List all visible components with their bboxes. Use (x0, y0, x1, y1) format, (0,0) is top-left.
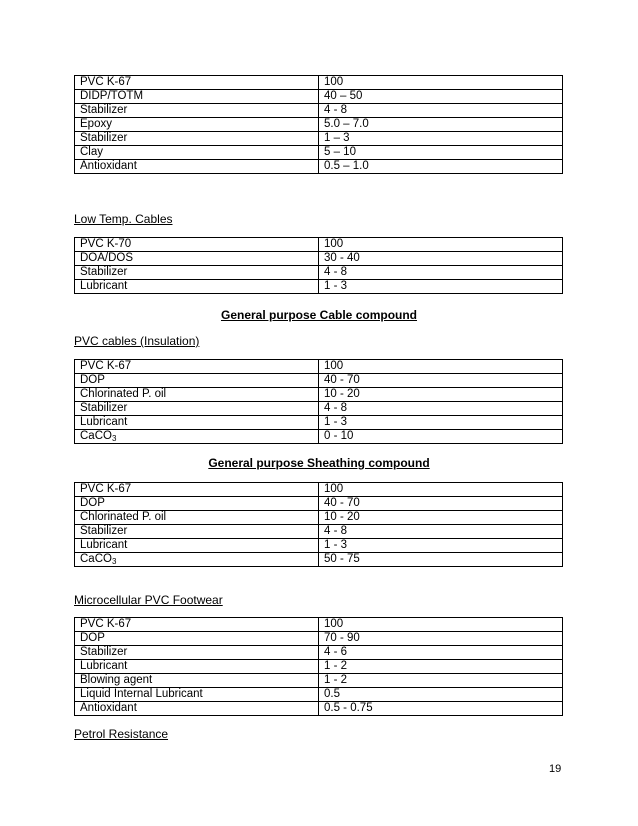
formulation-table-footwear (74, 617, 563, 716)
amount-cell: 1 - 2 (319, 660, 563, 674)
table-row (75, 266, 563, 280)
ingredient-cell: Antioxidant (75, 160, 319, 174)
table-row (75, 674, 563, 688)
amount-cell: 10 - 20 (319, 388, 563, 402)
table-row (75, 402, 563, 416)
table-row (75, 280, 563, 294)
formulation-table-1 (74, 75, 563, 174)
amount-cell: 0.5 - 0.75 (319, 702, 563, 716)
ingredient-cell: Stabilizer (75, 525, 319, 539)
ingredient-cell: PVC K-67 (75, 76, 319, 90)
table-row (75, 160, 563, 174)
ingredient-cell: Blowing agent (75, 674, 319, 688)
amount-cell: 4 - 8 (319, 266, 563, 280)
table-row (75, 360, 563, 374)
table-row (75, 132, 563, 146)
amount-cell: 1 - 2 (319, 674, 563, 688)
table-row (75, 388, 563, 402)
ingredient-cell: CaCO$_3$ (75, 553, 319, 567)
amount-cell: 100 (319, 618, 563, 632)
amount-cell: 100 (319, 483, 563, 497)
table-row (75, 374, 563, 388)
table-row (75, 146, 563, 160)
amount-cell: 0 - 10 (319, 430, 563, 444)
table-row (75, 632, 563, 646)
amount-cell: 100 (319, 238, 563, 252)
amount-cell: 40 - 70 (319, 374, 563, 388)
ingredient-cell: Lubricant (75, 416, 319, 430)
table-row (75, 702, 563, 716)
ingredient-cell: Antioxidant (75, 702, 319, 716)
table-row (75, 646, 563, 660)
ingredient-cell: Lubricant (75, 280, 319, 294)
amount-cell: 0.5 (319, 688, 563, 702)
formulation-table-sheathing (74, 482, 563, 567)
formulation-table-insulation (74, 359, 563, 444)
amount-cell: 1 - 3 (319, 280, 563, 294)
low-temp-cables-heading: Low Temp. Cables (74, 212, 173, 226)
table-row (75, 76, 563, 90)
table-row (75, 118, 563, 132)
table-row (75, 618, 563, 632)
ingredient-cell: Stabilizer (75, 646, 319, 660)
table-row (75, 90, 563, 104)
amount-cell: 40 – 50 (319, 90, 563, 104)
ingredient-cell: Stabilizer (75, 104, 319, 118)
ingredient-cell: PVC K-70 (75, 238, 319, 252)
ingredient-cell: PVC K-67 (75, 483, 319, 497)
amount-cell: 70 - 90 (319, 632, 563, 646)
ingredient-cell: PVC K-67 (75, 360, 319, 374)
table-row (75, 660, 563, 674)
ingredient-cell: Chlorinated P. oil (75, 511, 319, 525)
amount-cell: 1 – 3 (319, 132, 563, 146)
table-row (75, 688, 563, 702)
table-row (75, 104, 563, 118)
table-row (75, 252, 563, 266)
microcellular-footwear-heading: Microcellular PVC Footwear (74, 593, 223, 607)
amount-cell: 4 - 6 (319, 646, 563, 660)
formulation-table-low-temp (74, 237, 563, 294)
cable-compound-heading: General purpose Cable compound (220, 308, 418, 322)
amount-cell: 50 - 75 (319, 553, 563, 567)
amount-cell: 0.5 – 1.0 (319, 160, 563, 174)
pvc-cables-insulation-heading: PVC cables (Insulation) (74, 334, 200, 348)
ingredient-cell: Stabilizer (75, 132, 319, 146)
amount-cell: 4 - 8 (319, 104, 563, 118)
table-row (75, 497, 563, 511)
table-row (75, 430, 563, 444)
amount-cell: 30 - 40 (319, 252, 563, 266)
amount-cell: 5.0 – 7.0 (319, 118, 563, 132)
amount-cell: 1 - 3 (319, 539, 563, 553)
amount-cell: 4 - 8 (319, 402, 563, 416)
ingredient-cell: DOP (75, 374, 319, 388)
table-row (75, 416, 563, 430)
table-row (75, 238, 563, 252)
ingredient-cell: DIDP/TOTM (75, 90, 319, 104)
ingredient-cell: Lubricant (75, 660, 319, 674)
table-row (75, 525, 563, 539)
ingredient-cell: CaCO$_3$ (75, 430, 319, 444)
ingredient-cell: Lubricant (75, 539, 319, 553)
ingredient-cell: PVC K-67 (75, 618, 319, 632)
table-row (75, 483, 563, 497)
amount-cell: 10 - 20 (319, 511, 563, 525)
ingredient-cell: Clay (75, 146, 319, 160)
petrol-resistance-heading: Petrol Resistance (74, 727, 169, 741)
ingredient-cell: Stabilizer (75, 266, 319, 280)
sheathing-compound-heading: General purpose Sheathing compound (208, 456, 430, 470)
ingredient-cell: Liquid Internal Lubricant (75, 688, 319, 702)
ingredient-cell: Epoxy (75, 118, 319, 132)
amount-cell: 4 - 8 (319, 525, 563, 539)
ingredient-cell: DOP (75, 497, 319, 511)
page-number: 19 (549, 763, 562, 775)
amount-cell: 100 (319, 76, 563, 90)
amount-cell: 1 - 3 (319, 416, 563, 430)
amount-cell: 40 - 70 (319, 497, 563, 511)
amount-cell: 5 – 10 (319, 146, 563, 160)
table-row (75, 553, 563, 567)
table-row (75, 511, 563, 525)
ingredient-cell: DOA/DOS (75, 252, 319, 266)
ingredient-cell: DOP (75, 632, 319, 646)
table-row (75, 539, 563, 553)
amount-cell: 100 (319, 360, 563, 374)
ingredient-cell: Chlorinated P. oil (75, 388, 319, 402)
ingredient-cell: Stabilizer (75, 402, 319, 416)
